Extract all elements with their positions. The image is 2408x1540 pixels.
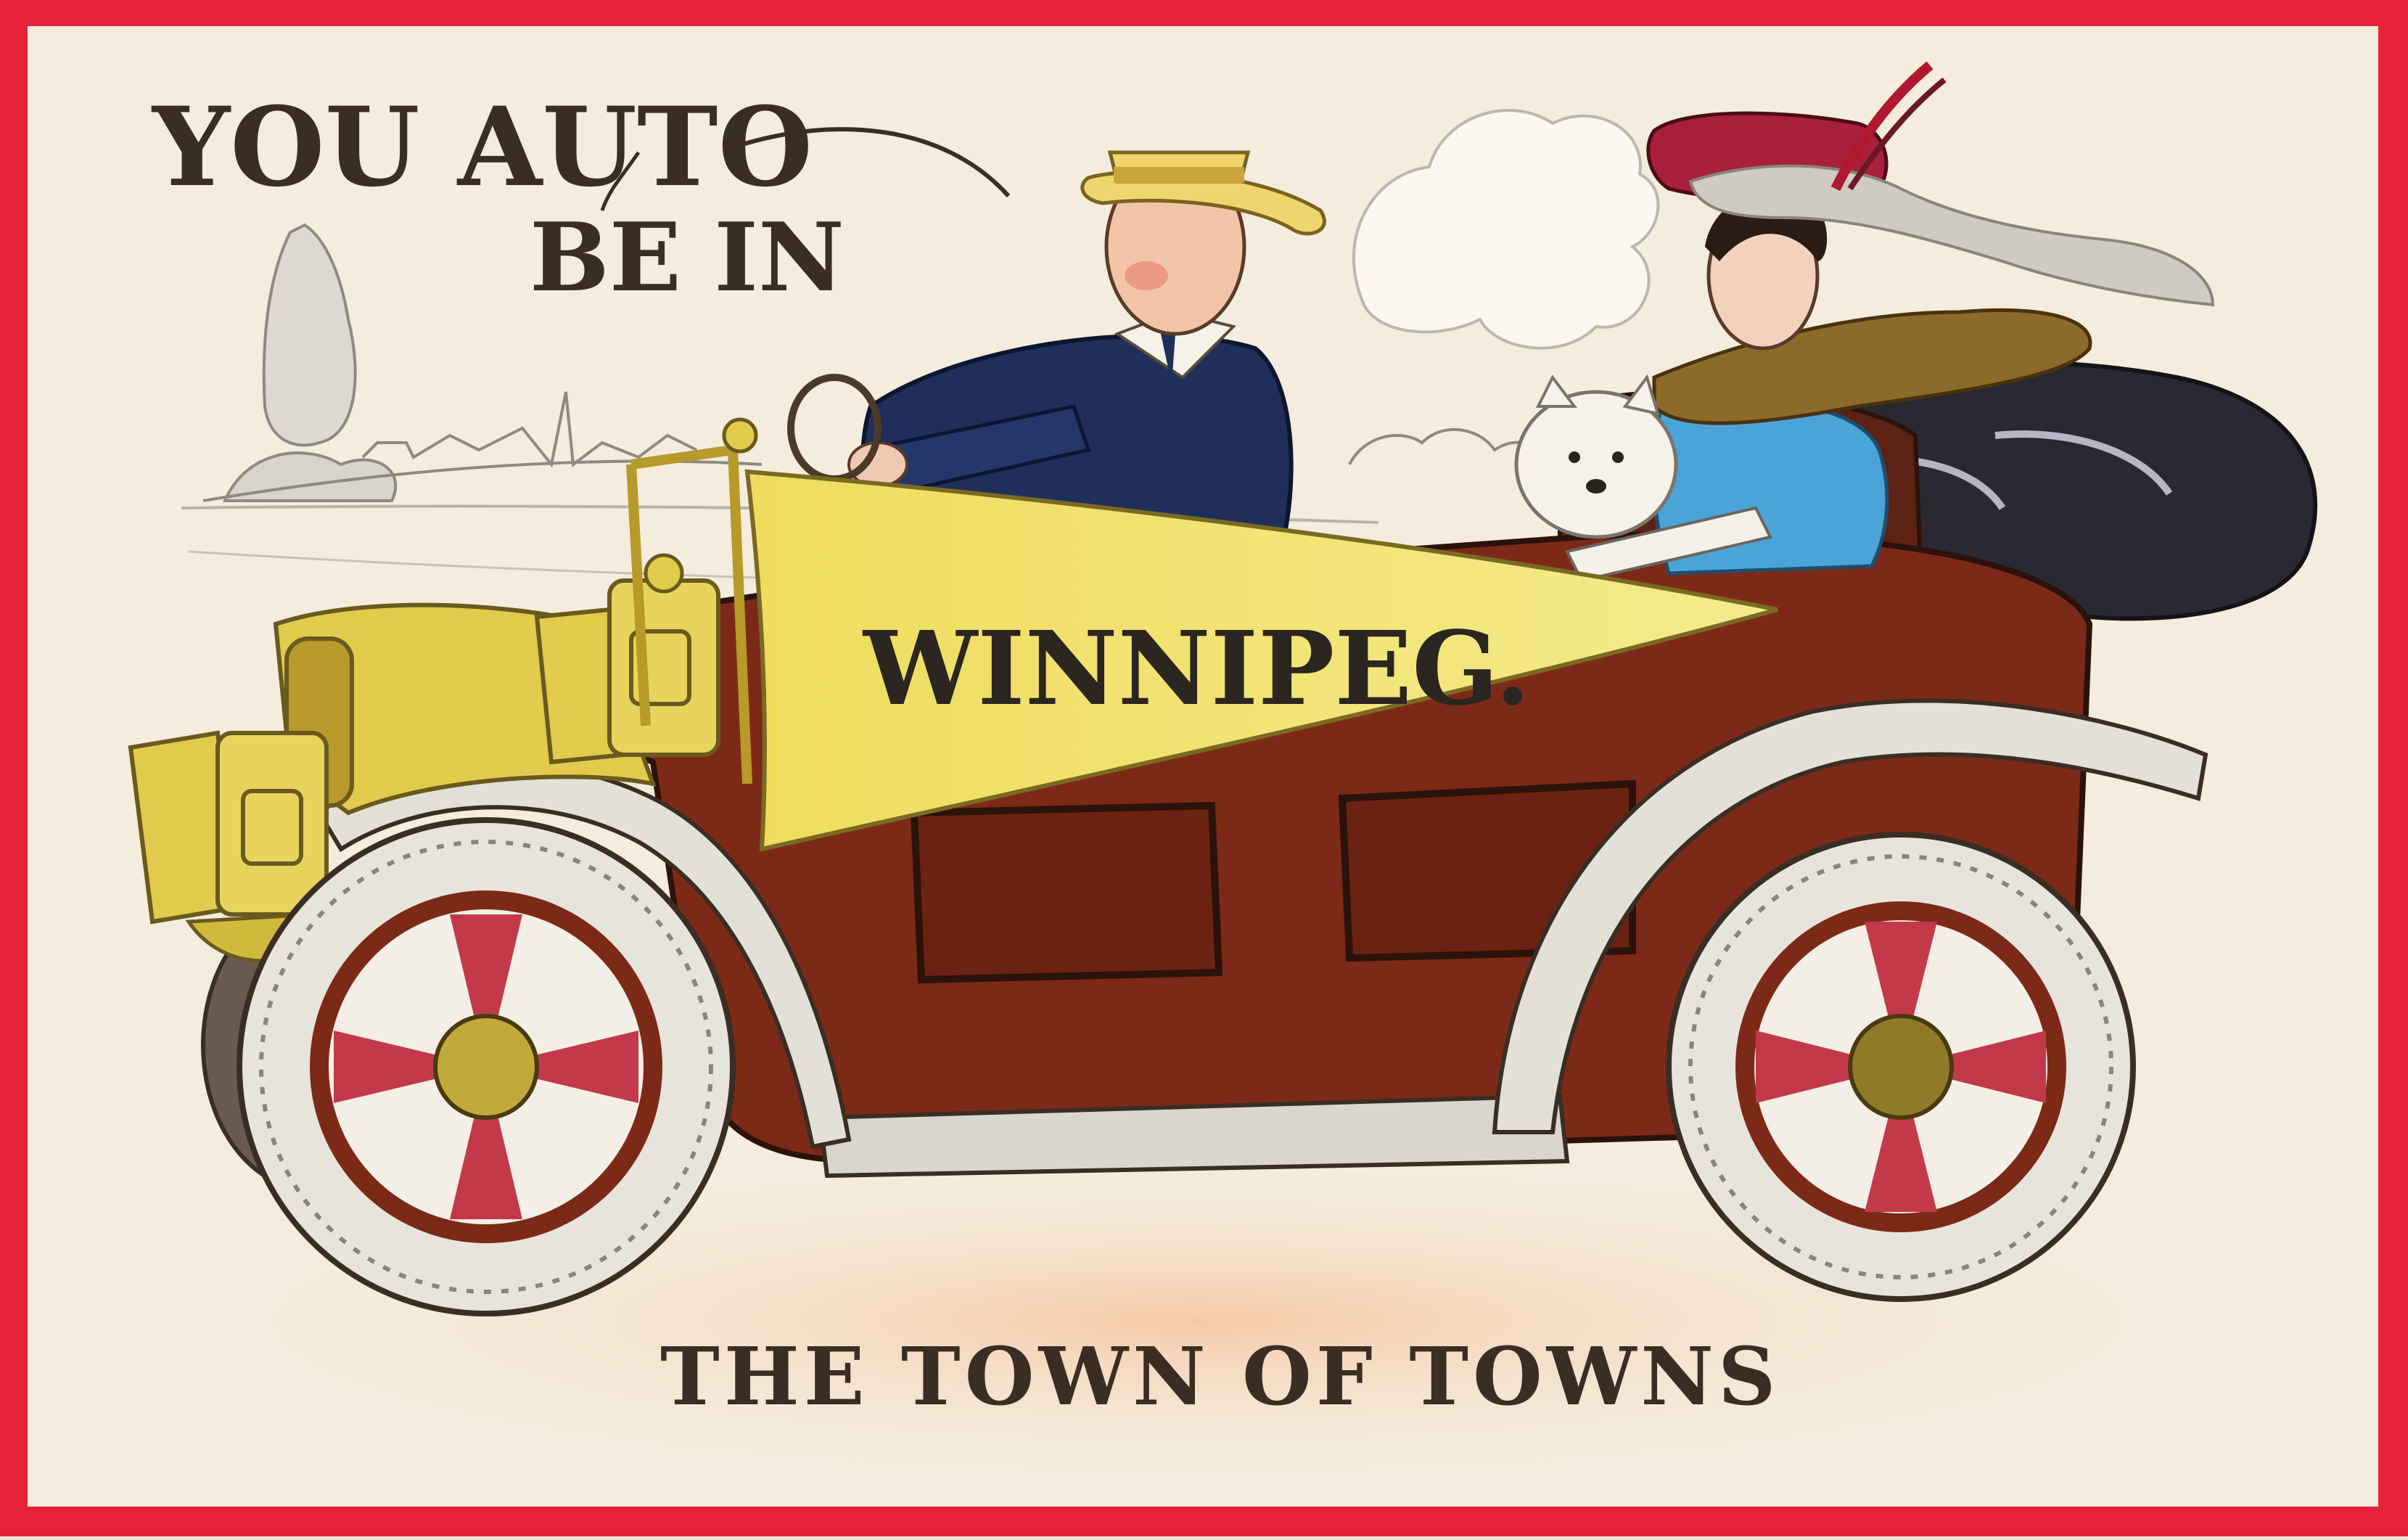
hat-band — [1114, 167, 1244, 183]
driver-cheek — [1125, 261, 1168, 290]
headline-line1: YOU AUTO — [152, 83, 813, 211]
front-wheel — [239, 820, 733, 1314]
rear-wheel — [1669, 835, 2133, 1299]
dog — [1516, 377, 1676, 537]
door-panel — [914, 806, 1219, 980]
headline-line2: BE IN — [530, 202, 845, 313]
pennant-text: WINNIPEG. — [863, 610, 1531, 729]
tagline: THE TOWN OF TOWNS — [660, 1330, 1780, 1423]
windshield-knob — [724, 419, 756, 451]
